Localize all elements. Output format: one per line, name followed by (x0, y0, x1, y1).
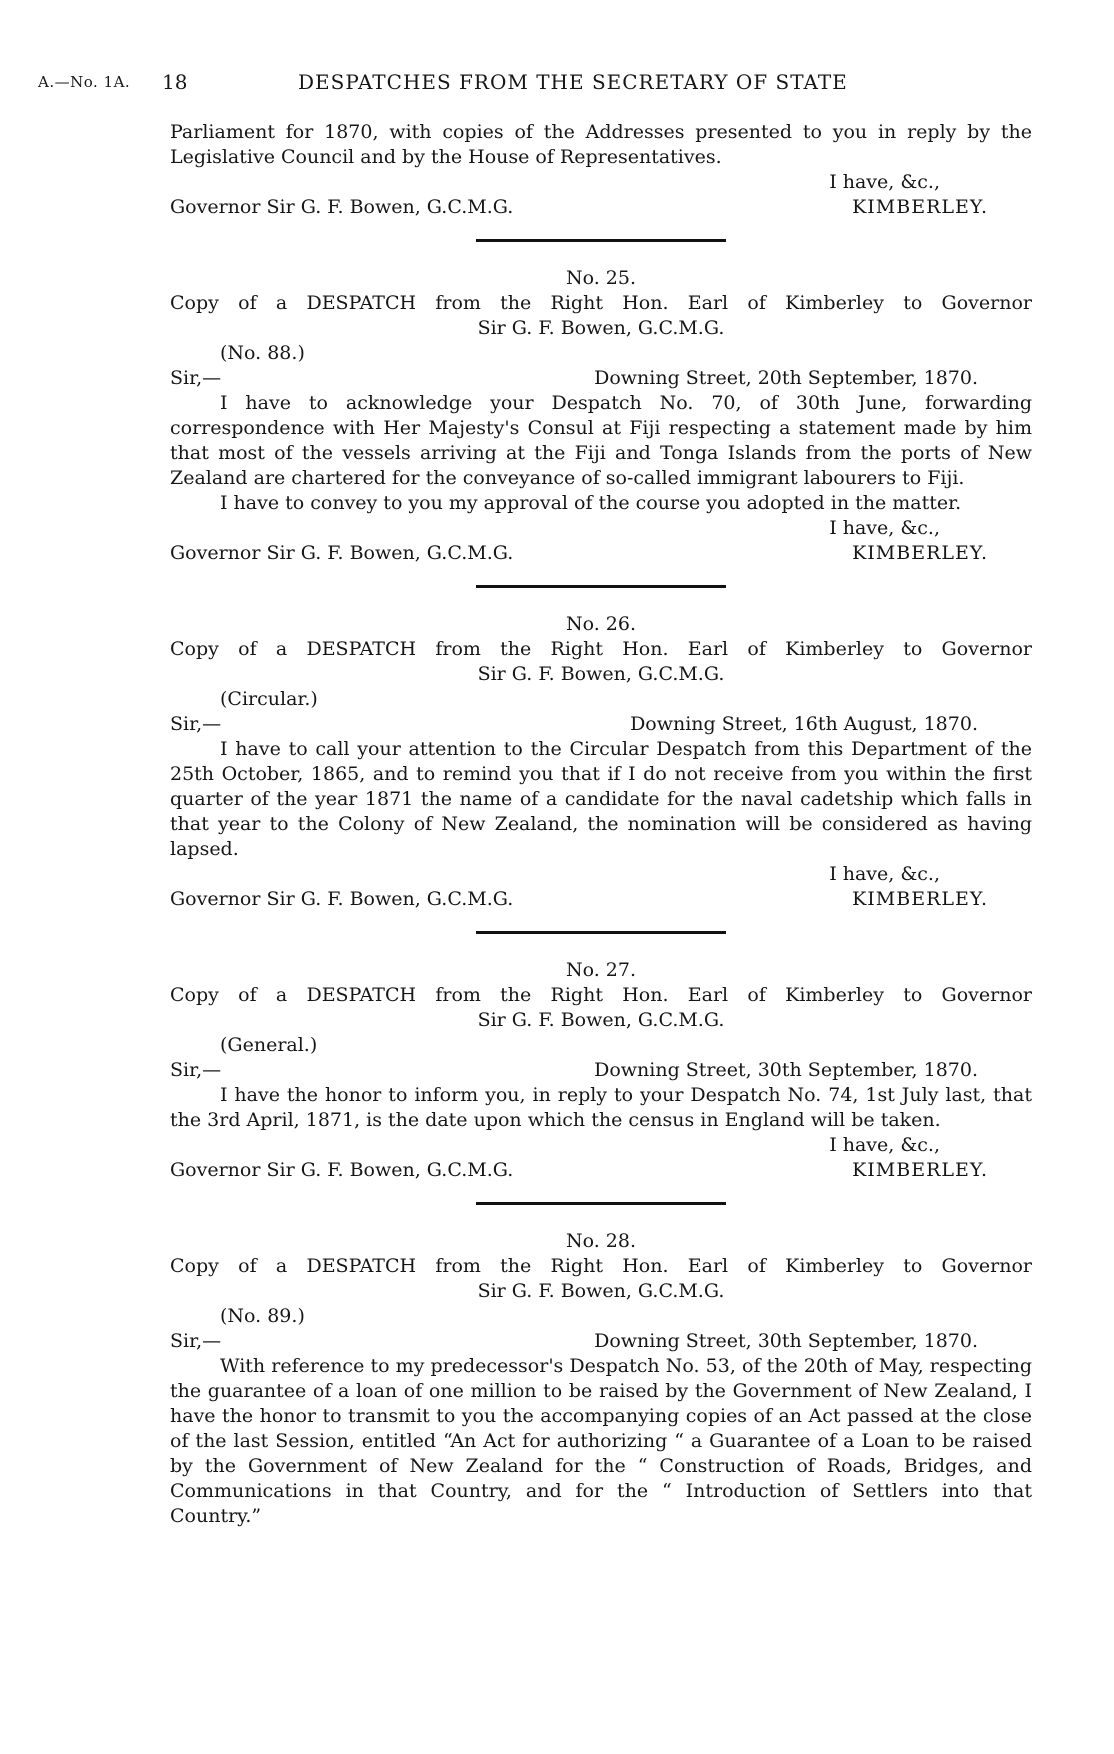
despatch-paragraph: I have to convey to you my approval of the course you adopted in the matter. (220, 492, 962, 514)
closing-formula: I have, &c., (829, 517, 940, 539)
despatch-28 (170, 1229, 1032, 1529)
signature: KIMBERLEY. (852, 1159, 988, 1181)
despatch-heading: Copy of a DESPATCH from the Right Hon. Earl of Kimberley to Governor (170, 1255, 1032, 1277)
despatch-heading: Copy of a DESPATCH from the Right Hon. Earl of Kimberley to Governor (170, 984, 1032, 1006)
closing-formula: I have, &c., (829, 863, 940, 885)
despatch-heading: Copy of a DESPATCH from the Right Hon. Earl of Kimberley to Governor (170, 638, 1032, 660)
salutation: Sir,— (170, 713, 222, 735)
despatch-number: No. 25. (565, 267, 637, 289)
despatch-date: Downing Street, 20th September, 1870. (594, 367, 978, 389)
despatch-number: No. 27. (565, 959, 637, 981)
despatch-paragraph: With reference to my predecessor's Despatch No. 53, of the 20th of May, respecting the guarantee of a loan of one million to be raised by the Government of New Zealand, I have the honor to transmit to you the accompanying copies of an Act passed at the close of the last Session, entitled “An Act for authorizing “ a Guarantee of a Loan to be raised by the Government of New Zealand for the “ Construction of Roads, Bridges, and Communications in that Country, and for the “ Introduction of Settlers into that Country.” (170, 1355, 1032, 1527)
despatch-reference: (General.) (220, 1034, 318, 1056)
page-number: 18 (162, 70, 188, 94)
despatch-paragraph: I have to acknowledge your Despatch No. 70, of 30th June, forwarding correspondence with Her Majesty's Consul at Fiji respecting a statement made by him that most of the vessels arriving at the Fiji and Tonga Islands from the ports of New Zealand are chartered for the conveyance of so-called immigrant labourers to Fiji. (170, 392, 1032, 489)
addressee: Governor Sir G. F. Bowen, G.C.M.G. (170, 888, 514, 910)
despatch-number: No. 28. (565, 1230, 637, 1252)
section-divider (170, 912, 1032, 952)
despatch-recipient: Sir G. F. Bowen, G.C.M.G. (477, 663, 725, 685)
closing-formula: I have, &c., (829, 171, 940, 193)
signature: KIMBERLEY. (852, 888, 988, 910)
despatch-recipient: Sir G. F. Bowen, G.C.M.G. (477, 1009, 725, 1031)
addressee: Governor Sir G. F. Bowen, G.C.M.G. (170, 196, 514, 218)
despatch-26 (170, 612, 1032, 912)
intro-section (170, 120, 1032, 220)
despatch-reference: (Circular.) (220, 688, 318, 710)
salutation: Sir,— (170, 1330, 222, 1352)
despatch-reference: (No. 89.) (220, 1305, 305, 1327)
paper-reference: A.—No. 1A. (38, 73, 131, 91)
addressee: Governor Sir G. F. Bowen, G.C.M.G. (170, 542, 514, 564)
closing-formula: I have, &c., (829, 1134, 940, 1156)
despatch-paragraph: I have to call your attention to the Circular Despatch from this Department of the 25th October, 1865, and to remind you that if I do not receive from you within the first quarter of the year 1871 the name of a candidate for the naval cadetship which falls in that year to the Colony of New Zealand, the nomination will be considered as having lapsed. (170, 738, 1032, 860)
despatch-date: Downing Street, 16th August, 1870. (630, 713, 978, 735)
salutation: Sir,— (170, 1059, 222, 1081)
section-divider (170, 220, 1032, 260)
salutation: Sir,— (170, 367, 222, 389)
document-body (170, 120, 1032, 1529)
despatch-paragraph: I have the honor to inform you, in reply to your Despatch No. 74, 1st July last, that the 3rd April, 1871, is the date upon which the census in England will be taken. (170, 1084, 1032, 1131)
despatch-reference: (No. 88.) (220, 342, 305, 364)
section-divider (170, 566, 1032, 606)
despatch-date: Downing Street, 30th September, 1870. (594, 1330, 978, 1352)
section-divider (170, 1183, 1032, 1223)
running-title: DESPATCHES FROM THE SECRETARY OF STATE (298, 70, 848, 94)
addressee: Governor Sir G. F. Bowen, G.C.M.G. (170, 1159, 514, 1181)
signature: KIMBERLEY. (852, 542, 988, 564)
despatch-recipient: Sir G. F. Bowen, G.C.M.G. (477, 1280, 725, 1302)
despatch-heading: Copy of a DESPATCH from the Right Hon. Earl of Kimberley to Governor (170, 292, 1032, 314)
intro-paragraph: Parliament for 1870, with copies of the Addresses presented to you in reply by the Legislative Council and by the House of Representatives. (170, 121, 1032, 168)
despatch-number: No. 26. (565, 613, 637, 635)
despatch-25 (170, 266, 1032, 566)
despatch-recipient: Sir G. F. Bowen, G.C.M.G. (477, 317, 725, 339)
page-header (38, 70, 918, 100)
despatch-date: Downing Street, 30th September, 1870. (594, 1059, 978, 1081)
despatch-27 (170, 958, 1032, 1183)
signature: KIMBERLEY. (852, 196, 988, 218)
